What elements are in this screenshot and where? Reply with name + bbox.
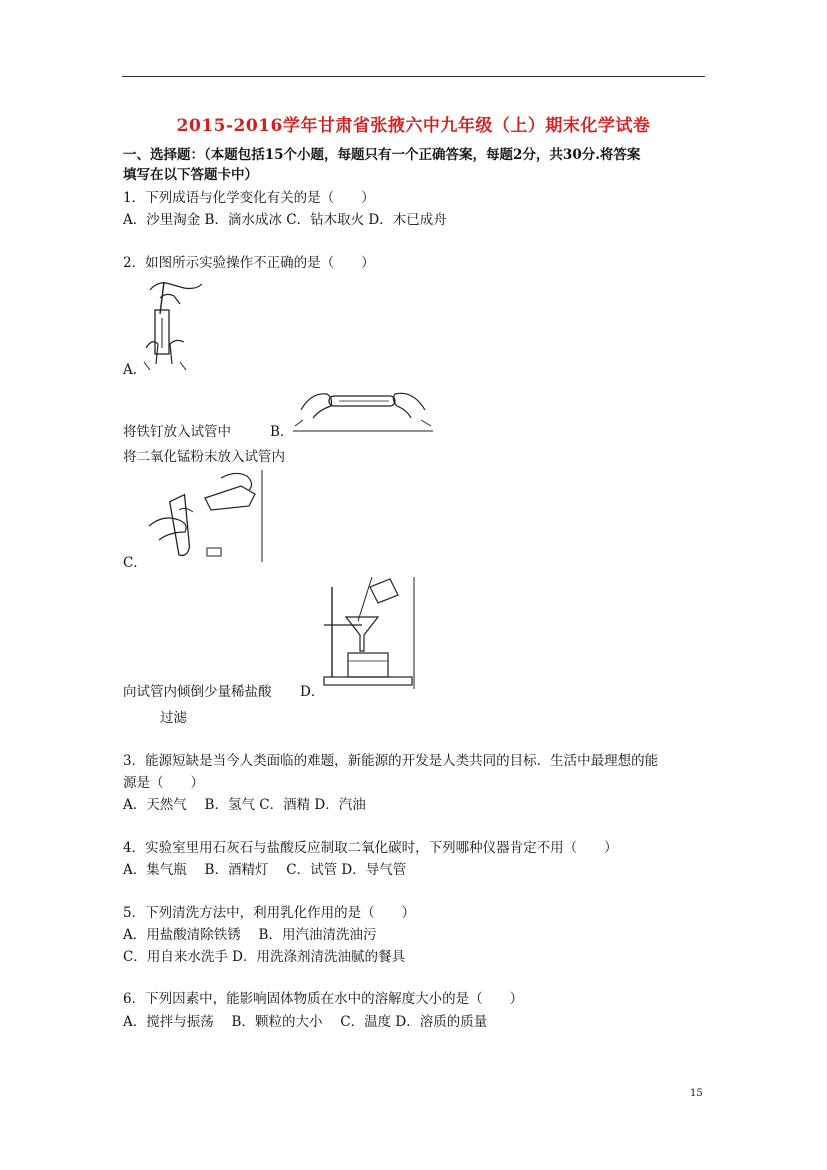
q3-stem-line2: 源是（ ） — [123, 775, 204, 791]
q5-options-line2: C．用自来水洗手 D．用洗涤剂清洗油腻的餐具 — [123, 949, 405, 965]
q3-stem-line1: 3．能源短缺是当今人类面临的难题，新能源的开发是人类共同的目标．生活中最理想的能 — [123, 753, 659, 769]
q6-stem: 6．下列因素中，能影响固体物质在水中的溶解度大小的是（ ） — [123, 991, 524, 1007]
q5-stem: 5．下列清洗方法中，利用乳化作用的是（ ） — [123, 905, 416, 921]
q2-label-a: A． — [123, 362, 147, 378]
q1-options: A．沙里淘金 B．滴水成冰 C．钻木取火 D．木已成舟 — [123, 212, 447, 228]
q3-options: A．天然气 B．氢气 C．酒精 D．汽油 — [123, 797, 366, 813]
q2-caption-d: 过滤 — [160, 710, 187, 726]
q2-figure-c — [145, 470, 267, 562]
q2-caption-b: 将二氧化锰粉末放入试管内 — [123, 449, 285, 465]
q1-stem: 1．下列成语与化学变化有关的是（ ） — [123, 190, 375, 206]
q4-options: A．集气瓶 B．酒精灯 C．试管 D．导气管 — [123, 862, 407, 878]
q2-label-b: B． — [270, 424, 294, 440]
q4-stem: 4．实验室里用石灰石与盐酸反应制取二氧化碳时，下列哪种仪器肯定不用（ ） — [123, 840, 618, 856]
q2-label-c: C． — [123, 555, 147, 571]
page-number: 15 — [690, 1088, 703, 1099]
q5-options-line1: A．用盐酸清除铁锈 B．用汽油清洗油污 — [123, 927, 377, 943]
q2-caption-a: 将铁钉放入试管中 — [123, 424, 231, 440]
q2-figure-b — [293, 380, 433, 432]
header-rule — [122, 76, 705, 77]
section-heading-line2: 填写在以下答题卡中） — [123, 167, 258, 183]
q2-caption-c: 向试管内倾倒少量稀盐酸 — [123, 684, 272, 700]
q2-label-d: D． — [300, 684, 325, 700]
section-heading-line1: 一、选择题：（本题包括15个小题，每题只有一个正确答案，每题2分，共30分.将答案 — [123, 147, 641, 163]
q2-figure-a — [140, 278, 206, 372]
q2-stem: 2．如图所示实验操作不正确的是（ ） — [123, 255, 375, 271]
page-title: 2015-2016学年甘肃省张掖六中九年级（上）期末化学试卷 — [176, 116, 651, 136]
q6-options: A．搅拌与振荡 B．颗粒的大小 C．温度 D．溶质的质量 — [123, 1014, 488, 1030]
q2-figure-d — [318, 577, 418, 689]
